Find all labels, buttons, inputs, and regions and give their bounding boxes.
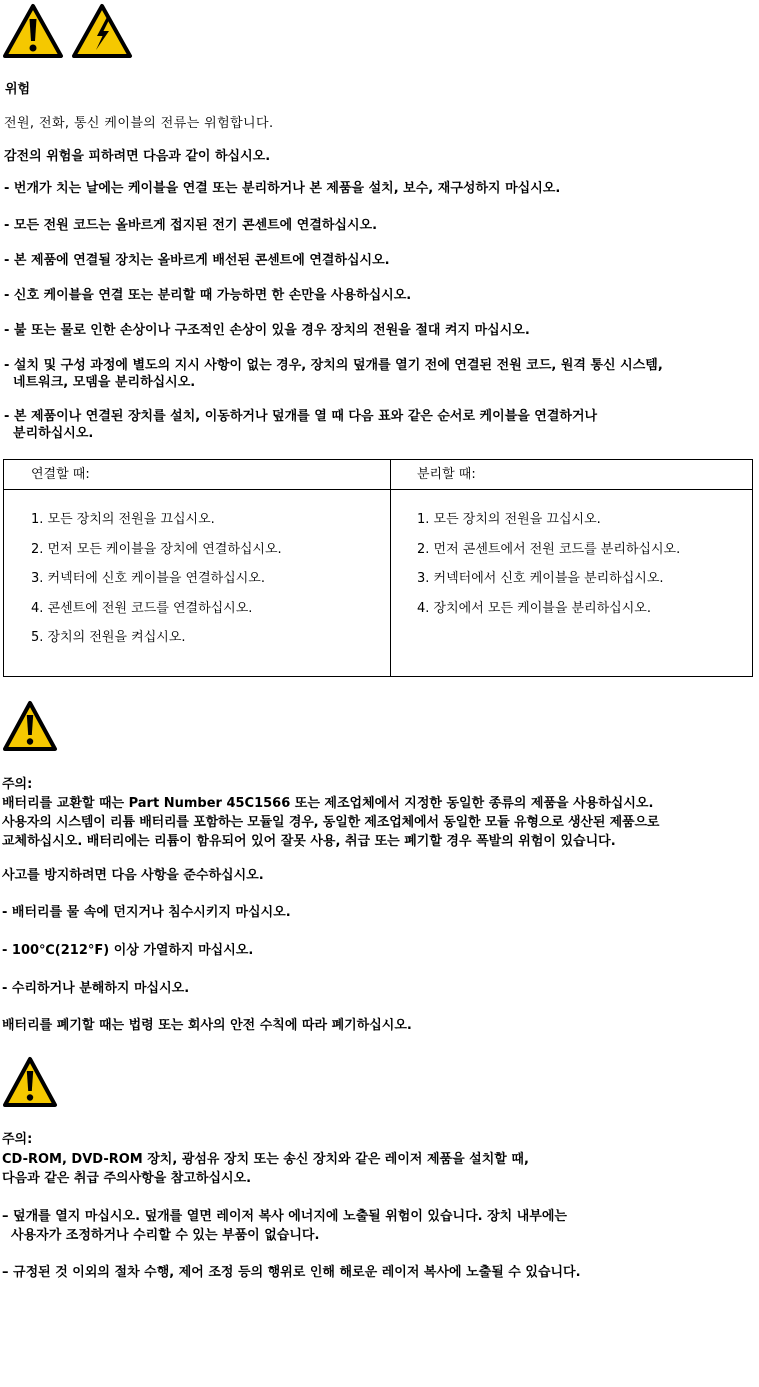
disconnect-header-label: 분리할 때: [417,467,476,482]
list-item: 2. 먼저 콘센트에서 전원 코드를 분리하십시오. [417,541,681,557]
list-item: - 모든 전원 코드는 올바르게 접지된 전기 콘센트에 연결하십시오. [4,218,378,233]
disconnect-steps-cell [391,490,753,677]
connect-steps-cell [4,490,391,677]
list-item: - 100℃(212°F) 이상 가열하지 마십시오. [2,943,254,958]
list-item: 3. 커넥터에서 신호 케이블을 분리하십시오. [417,571,664,586]
list-item-continuation: 네트워크, 모뎀을 분리하십시오. [4,375,196,390]
list-item: 1. 모든 장치의 전원을 끄십시오. [31,512,215,527]
battery-caution-lead: 사고를 방지하려면 다음 사항을 준수하십시오. [2,868,264,883]
list-item: 1. 모든 장치의 전원을 끄십시오. [417,512,601,527]
list-item: - 불 또는 물로 인한 손상이나 구조적인 손상이 있을 경우 장치의 전원을 절대 켜지 마십시오. [4,323,530,338]
laser-caution-body-line: 다음과 같은 취급 주의사항을 참고하십시오. [2,1171,252,1186]
battery-caution-body-line: 배터리를 교환할 때는 Part Number 45C1566 또는 제조업체에서 지정한 동일한 종류의 제품을 사용하십시오. [2,796,654,811]
list-item: - 설치 및 구성 과정에 별도의 지시 사항이 없는 경우, 장치의 덮개를 열기 전에 연결된 전원 코드, 원격 통신 시스템, [4,358,663,373]
list-item: 4. 콘센트에 전원 코드를 연결하십시오. [31,600,253,616]
danger-lead: 감전의 위험을 피하려면 다음과 같이 하십시오. [4,149,271,164]
list-item-continuation: 사용자가 조정하거나 수리할 수 있는 부품이 없습니다. [2,1228,320,1243]
list-item: - 수리하거나 분해하지 마십시오. [2,981,190,996]
list-item: - 번개가 치는 날에는 케이블을 연결 또는 분리하거나 본 제품을 설치, 보수, 재구성하지 마십시오. [4,181,561,196]
list-item: 5. 장치의 전원을 켜십시오. [31,630,186,645]
laser-caution-body-line: CD-ROM, DVD-ROM 장치, 광섬유 장치 또는 송신 장치와 같은 레이저 제품을 설치할 때, [2,1152,529,1167]
list-item: - 배터리를 물 속에 던지거나 침수시키지 마십시오. [2,905,291,920]
list-item: 4. 장치에서 모든 케이블을 분리하십시오. [417,600,651,616]
list-item: - 본 제품에 연결될 장치는 올바르게 배선된 콘센트에 연결하십시오. [4,253,390,268]
battery-disposal-note: 배터리를 폐기할 때는 법령 또는 회사의 안전 수칙에 따라 폐기하십시오. [2,1018,412,1033]
battery-caution-body-line: 교체하십시오. 배터리에는 리튬이 함유되어 있어 잘못 사용, 취급 또는 폐기할 경우 폭발의 위험이 있습니다. [2,834,616,849]
laser-caution-heading: 주의: [2,1132,33,1147]
list-item: – 규정된 것 이외의 절차 수행, 제어 조정 등의 행위로 인해 해로운 레이저 복사에 노출될 수 있습니다. [2,1265,581,1280]
disconnect-steps-list [391,490,752,630]
connect-steps-list [4,490,390,660]
list-item: 3. 커넥터에 신호 케이블을 연결하십시오. [31,571,265,586]
list-item: 2. 먼저 모든 케이블을 장치에 연결하십시오. [31,541,282,557]
cable-procedure-table [3,459,753,677]
caution-triangle-icon [2,700,58,752]
electrical-hazard-icon [71,3,133,59]
battery-caution-heading: 주의: [2,777,33,792]
connect-column-header [4,460,391,490]
list-item: - 신호 케이블을 연결 또는 분리할 때 가능하면 한 손만을 사용하십시오. [4,288,412,303]
list-item: – 덮개를 열지 마십시오. 덮개를 열면 레이저 복사 에너지에 노출될 위험이 있습니다. 장치 내부에는 [2,1209,567,1224]
connect-header-label: 연결할 때: [31,467,90,482]
list-item: - 본 제품이나 연결된 장치를 설치, 이동하거나 덮개를 열 때 다음 표와 같은 순서로 케이블을 연결하거나 [4,409,598,424]
caution-triangle-icon [2,3,64,59]
list-item-continuation: 분리하십시오. [4,426,94,441]
battery-caution-body-line: 사용자의 시스템이 리튬 배터리를 포함하는 모듈일 경우, 동일한 제조업체에서 동일한 모듈 유형으로 생산된 제품으로 [2,815,660,830]
caution-triangle-icon [2,1056,58,1108]
danger-intro: 전원, 전화, 통신 케이블의 전류는 위험합니다. [4,116,274,131]
disconnect-column-header [391,460,753,490]
danger-heading: 위험 [5,82,31,97]
